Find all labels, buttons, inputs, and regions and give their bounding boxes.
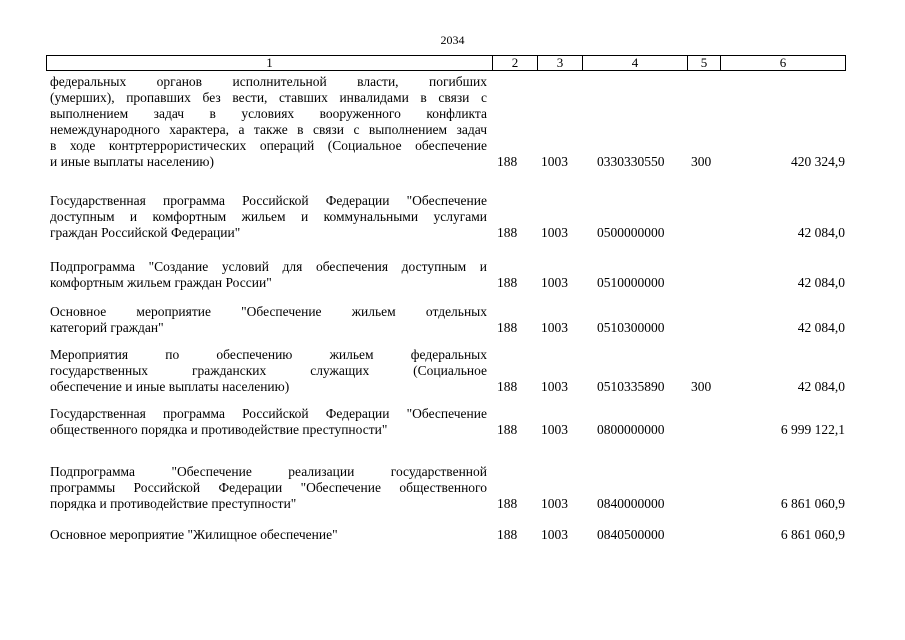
row-description xyxy=(50,406,487,438)
cell-c2: 188 xyxy=(497,422,518,437)
description-line: Мероприятия по обеспечению жильем федеральных xyxy=(50,347,487,362)
cell-c6: 6 999 122,1 xyxy=(780,422,845,437)
description-line: федеральных органов исполнительной власти, погибших xyxy=(50,74,487,89)
description-line: Основное мероприятие "Жилищное обеспечение" xyxy=(50,527,338,542)
cell-c2: 188 xyxy=(497,527,518,542)
description-line: Основное мероприятие "Обеспечение жильем отдельных xyxy=(50,304,487,319)
cell-c6: 42 084,0 xyxy=(797,225,845,240)
cell-c2: 188 xyxy=(497,320,518,335)
description-line: Государственная программа Российской Федерации "Обеспечение xyxy=(50,193,487,208)
description-line: порядка и противодействие преступности" xyxy=(50,496,297,511)
cell-c2: 188 xyxy=(497,496,518,511)
cell-c6: 6 861 060,9 xyxy=(780,527,845,542)
cell-c6: 6 861 060,9 xyxy=(780,496,845,511)
page-number: 2034 xyxy=(440,33,465,47)
cell-c6: 420 324,9 xyxy=(791,154,845,169)
description-line: программы Российской Федерации "Обеспечение общественного xyxy=(50,480,487,495)
cell-c3: 1003 xyxy=(541,320,568,335)
header-col-1: 1 xyxy=(47,56,493,70)
cell-c3: 1003 xyxy=(541,225,568,240)
description-line: (умерших), пропавших без вести, ставших инвалидами в связи с xyxy=(50,90,487,105)
cell-c3: 1003 xyxy=(541,496,568,511)
description-line: граждан Российской Федерации" xyxy=(50,225,241,240)
description-line: категорий граждан" xyxy=(50,320,164,335)
description-line: выполнением задач в условиях вооруженного конфликта xyxy=(50,106,487,121)
cell-c4: 0840500000 xyxy=(597,527,665,542)
cell-c4: 0800000000 xyxy=(597,422,665,437)
table-header xyxy=(46,55,846,71)
description-line: и иные выплаты населению) xyxy=(50,154,215,169)
cell-c6: 42 084,0 xyxy=(797,379,845,394)
cell-c3: 1003 xyxy=(541,379,568,394)
description-line: Подпрограмма "Создание условий для обеспечения доступным и xyxy=(50,259,487,274)
cell-c3: 1003 xyxy=(541,422,568,437)
header-col-3: 3 xyxy=(538,56,583,70)
description-line: Государственная программа Российской Федерации "Обеспечение xyxy=(50,406,487,421)
cell-c2: 188 xyxy=(497,379,518,394)
description-line: комфортным жильем граждан России" xyxy=(50,275,272,290)
row-description xyxy=(50,464,487,512)
header-col-2: 2 xyxy=(493,56,538,70)
header-col-4: 4 xyxy=(583,56,688,70)
description-line: обеспечение и иные выплаты населению) xyxy=(50,379,290,394)
header-col-5: 5 xyxy=(688,56,721,70)
cell-c4: 0510000000 xyxy=(597,275,665,290)
row-description xyxy=(50,527,487,543)
header-col-6: 6 xyxy=(779,55,787,70)
row-description xyxy=(50,347,487,395)
cell-c4: 0510300000 xyxy=(597,320,665,335)
cell-c3: 1003 xyxy=(541,154,568,169)
cell-c2: 188 xyxy=(497,275,518,290)
description-line: в ходе контртеррористических операций (Социальное обеспечение xyxy=(50,138,487,153)
cell-c4: 0330330550 xyxy=(597,154,665,169)
description-line: Подпрограмма "Обеспечение реализации государственной xyxy=(50,464,487,479)
cell-c4: 0500000000 xyxy=(597,225,665,240)
cell-c5: 300 xyxy=(691,379,712,394)
row-description xyxy=(50,74,487,170)
cell-c2: 188 xyxy=(497,225,518,240)
row-description xyxy=(50,259,487,291)
description-line: государственных гражданских служащих (Социальное xyxy=(50,363,487,378)
cell-c6: 42 084,0 xyxy=(797,275,845,290)
cell-c3: 1003 xyxy=(541,527,568,542)
description-line: общественного порядка и противодействие преступности" xyxy=(50,422,388,437)
cell-c4: 0510335890 xyxy=(597,379,665,394)
row-description xyxy=(50,304,487,336)
description-line: доступным и комфортным жильем и коммунальными услугами xyxy=(50,209,487,224)
cell-c4: 0840000000 xyxy=(597,496,665,511)
cell-c2: 188 xyxy=(497,154,518,169)
cell-c3: 1003 xyxy=(541,275,568,290)
description-line: немеждународного характера, а также в связи с выполнением задач xyxy=(50,122,487,137)
cell-c6: 42 084,0 xyxy=(797,320,845,335)
row-description xyxy=(50,193,487,241)
cell-c5: 300 xyxy=(691,154,712,169)
